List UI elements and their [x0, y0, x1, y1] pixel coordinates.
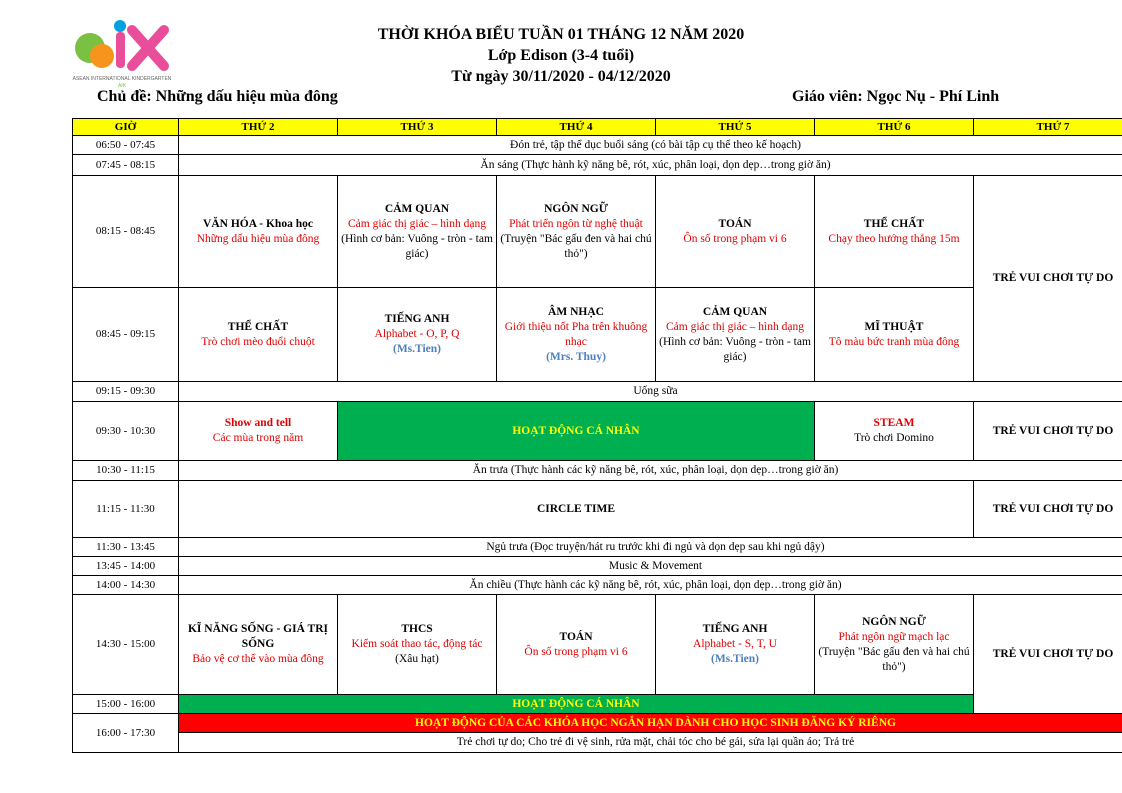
activity-cell: [497, 176, 656, 288]
activity-note: (Hình cơ bản: Vuông - tròn - tam giác): [341, 232, 493, 260]
activity-title: ÂM NHẠC: [548, 305, 604, 318]
activity-title: NGÔN NGỮ: [544, 202, 608, 215]
table-row: [73, 136, 1122, 155]
activity-title: STEAM: [873, 417, 915, 429]
time-cell: 07:45 - 08:15: [73, 155, 179, 176]
music-cell: Music & Movement: [179, 557, 1122, 576]
table-row: [73, 733, 1122, 753]
activity-cell: [815, 176, 974, 288]
time-cell: 10:30 - 11:15: [73, 461, 179, 481]
timetable: [72, 118, 1122, 753]
activity-detail: Ôn số trong phạm vi 6: [683, 232, 787, 245]
activity-detail: Tô màu bức tranh mùa đông: [828, 335, 960, 348]
header-sat: THỨ 7: [974, 119, 1122, 136]
time-cell: 11:30 - 13:45: [73, 538, 179, 557]
table-row: [73, 576, 1122, 595]
table-row: [73, 695, 1122, 714]
table-row: [73, 402, 1122, 461]
activity-detail: Bảo vệ cơ thể vào mùa đông: [192, 653, 324, 665]
activity-detail: Trò chơi mèo đuổi chuột: [201, 335, 315, 348]
time-cell: 15:00 - 16:00: [73, 695, 179, 714]
table-row: [73, 461, 1122, 481]
table-row: [73, 481, 1122, 538]
activity-cell: [338, 176, 497, 288]
table-row: [73, 382, 1122, 402]
activity-detail: Giới thiệu nốt Pha trên khuông nhạc: [504, 320, 648, 348]
logo-text: AIK: [117, 83, 127, 88]
activity-title: TIẾNG ANH: [384, 313, 450, 325]
lunch-cell: Ăn trưa (Thực hành các kỹ năng bê, rót, xúc, phân loại, dọn dẹp…trong giờ ăn): [179, 461, 1122, 481]
activity-cell: [656, 176, 815, 288]
circle-time-cell: CIRCLE TIME: [179, 481, 974, 538]
activity-title: NGÔN NGỮ: [862, 615, 926, 628]
activity-title: TOÁN: [718, 217, 752, 230]
activity-cell: [497, 288, 656, 382]
table-row: [73, 595, 1122, 695]
activity-detail: Alphabet - O, P, Q: [374, 328, 460, 340]
header-row: [73, 119, 1122, 136]
activity-cell: [815, 288, 974, 382]
activity-note: (Hình cơ bản: Vuông - tròn - tam giác): [659, 335, 811, 363]
activity-detail: Ôn số trong phạm vi 6: [524, 645, 628, 658]
activity-title: THCS: [401, 623, 433, 635]
activity-title: KĨ NĂNG SỐNG - GIÁ TRỊ SỐNG: [187, 623, 329, 650]
free-play-cell: TRẺ VUI CHƠI TỰ DO: [974, 176, 1122, 382]
milk-cell: Uống sữa: [179, 382, 1122, 402]
time-cell: 06:50 - 07:45: [73, 136, 179, 155]
activity-detail: Phát ngôn ngữ mạch lạc: [838, 630, 950, 643]
table-row: [73, 557, 1122, 576]
free-play-dismissal-cell: Trẻ chơi tự do; Cho trẻ đi vệ sinh, rửa mặt, chải tóc cho bé gái, sửa lại quần áo; Trả trẻ: [179, 733, 1122, 753]
teacher-line: Giáo viên: Ngọc Nụ - Phí Linh: [792, 88, 1000, 105]
activity-title: THỂ CHẤT: [863, 217, 925, 230]
activity-title: THỂ CHẤT: [227, 320, 289, 333]
activity-detail: Cảm giác thị giác – hình dạng: [348, 217, 486, 230]
date-line: Từ ngày 30/11/2020 - 04/12/2020: [451, 68, 671, 85]
table-row: [73, 714, 1122, 733]
activity-title: CẢM QUAN: [384, 202, 450, 215]
individual-activity-cell: HOẠT ĐỘNG CÁ NHÂN: [179, 695, 974, 714]
activity-note: (Truyện "Bác gấu đen và hai chú thỏ"): [500, 232, 652, 260]
activity-note: (Xâu hạt): [395, 653, 439, 665]
activity-detail: Phát triển ngôn từ nghệ thuật: [509, 217, 643, 230]
activity-title: MĨ THUẬT: [864, 320, 924, 333]
activity-title: TOÁN: [559, 630, 593, 643]
header-time: GIỜ: [73, 119, 179, 136]
activity-note: (Truyện "Bác gấu đen và hai chú thỏ"): [818, 645, 970, 673]
time-cell: 14:00 - 14:30: [73, 576, 179, 595]
page-title: THỜI KHÓA BIỂU TUẦN 01 THÁNG 12 NĂM 2020: [377, 26, 745, 43]
time-cell: 13:45 - 14:00: [73, 557, 179, 576]
activity-cell: [656, 595, 815, 695]
activity-cell: [338, 288, 497, 382]
class-line: Lớp Edison (3-4 tuổi): [487, 47, 635, 64]
breakfast-cell: Ăn sáng (Thực hành kỹ năng bê, rót, xúc, phân loại, dọn dẹp…trong giờ ăn): [179, 155, 1122, 176]
activity-teacher: (Ms.Tien): [710, 653, 760, 665]
table-row: [73, 176, 1122, 288]
activity-detail: Trò chơi Domino: [854, 432, 934, 444]
courses-cell: HOẠT ĐỘNG CỦA CÁC KHÓA HỌC NGẮN HẠN DÀNH CHO HỌC SINH ĐĂNG KÝ RIÊNG: [179, 714, 1122, 733]
time-cell: 16:00 - 17:30: [73, 714, 179, 753]
time-cell: 14:30 - 15:00: [73, 595, 179, 695]
activity-cell: [179, 288, 338, 382]
activity-cell: [179, 176, 338, 288]
activity-detail: Cảm giác thị giác – hình dạng: [666, 320, 804, 333]
activity-cell: [179, 595, 338, 695]
activity-detail: Các mùa trong năm: [212, 432, 304, 444]
activity-title: TIẾNG ANH: [702, 623, 768, 635]
activity-detail: Chạy theo hướng thẳng 15m: [828, 232, 960, 245]
nap-cell: Ngủ trưa (Đọc truyện/hát ru trước khi đi ngủ và dọn dẹp sau khi ngủ dậy): [179, 538, 1122, 557]
header-fri: THỨ 6: [815, 119, 974, 136]
free-play-cell: TRẺ VUI CHƠI TỰ DO: [974, 481, 1122, 538]
activity-detail: Những dấu hiệu mùa đông: [196, 232, 320, 245]
free-play-cell: TRẺ VUI CHƠI TỰ DO: [974, 402, 1122, 461]
activity-cell: [815, 402, 974, 461]
time-cell: 08:45 - 09:15: [73, 288, 179, 382]
header-wed: THỨ 4: [497, 119, 656, 136]
time-cell: 09:15 - 09:30: [73, 382, 179, 402]
activity-cell: [815, 595, 974, 695]
header-thu: THỨ 5: [656, 119, 815, 136]
activity-title: CẢM QUAN: [702, 305, 768, 318]
activity-cell: [497, 595, 656, 695]
welcome-cell: Đón trẻ, tập thể dục buổi sáng (có bài tập cụ thể theo kế hoạch): [179, 136, 1122, 155]
header-tue: THỨ 3: [338, 119, 497, 136]
table-row: [73, 155, 1122, 176]
activity-detail: Kiểm soát thao tác, động tác: [351, 638, 483, 650]
table-row: [73, 538, 1122, 557]
activity-cell: [179, 402, 338, 461]
free-play-cell: TRẺ VUI CHƠI TỰ DO: [974, 595, 1122, 714]
table-row: [73, 288, 1122, 382]
activity-cell: [338, 595, 497, 695]
activity-teacher: (Mrs. Thuy): [546, 350, 606, 363]
individual-activity-cell: HOẠT ĐỘNG CÁ NHÂN: [338, 402, 815, 461]
activity-teacher: (Ms.Tien): [392, 343, 442, 355]
activity-detail: Alphabet - S, T, U: [693, 638, 777, 650]
time-cell: 08:15 - 08:45: [73, 176, 179, 288]
topic-line: Chủ đề: Những dấu hiệu mùa đông: [97, 88, 338, 105]
header-mon: THỨ 2: [179, 119, 338, 136]
time-cell: 11:15 - 11:30: [73, 481, 179, 538]
time-cell: 09:30 - 10:30: [73, 402, 179, 461]
activity-title: Show and tell: [224, 417, 292, 429]
activity-cell: [656, 288, 815, 382]
activity-title: VĂN HÓA - Khoa học: [203, 217, 313, 230]
logo-caption: ASEAN INTERNATIONAL KINDERGARTEN: [72, 76, 172, 82]
snack-cell: Ăn chiều (Thực hành các kỹ năng bê, rót, xúc, phân loại, dọn dẹp…trong giờ ăn): [179, 576, 1122, 595]
